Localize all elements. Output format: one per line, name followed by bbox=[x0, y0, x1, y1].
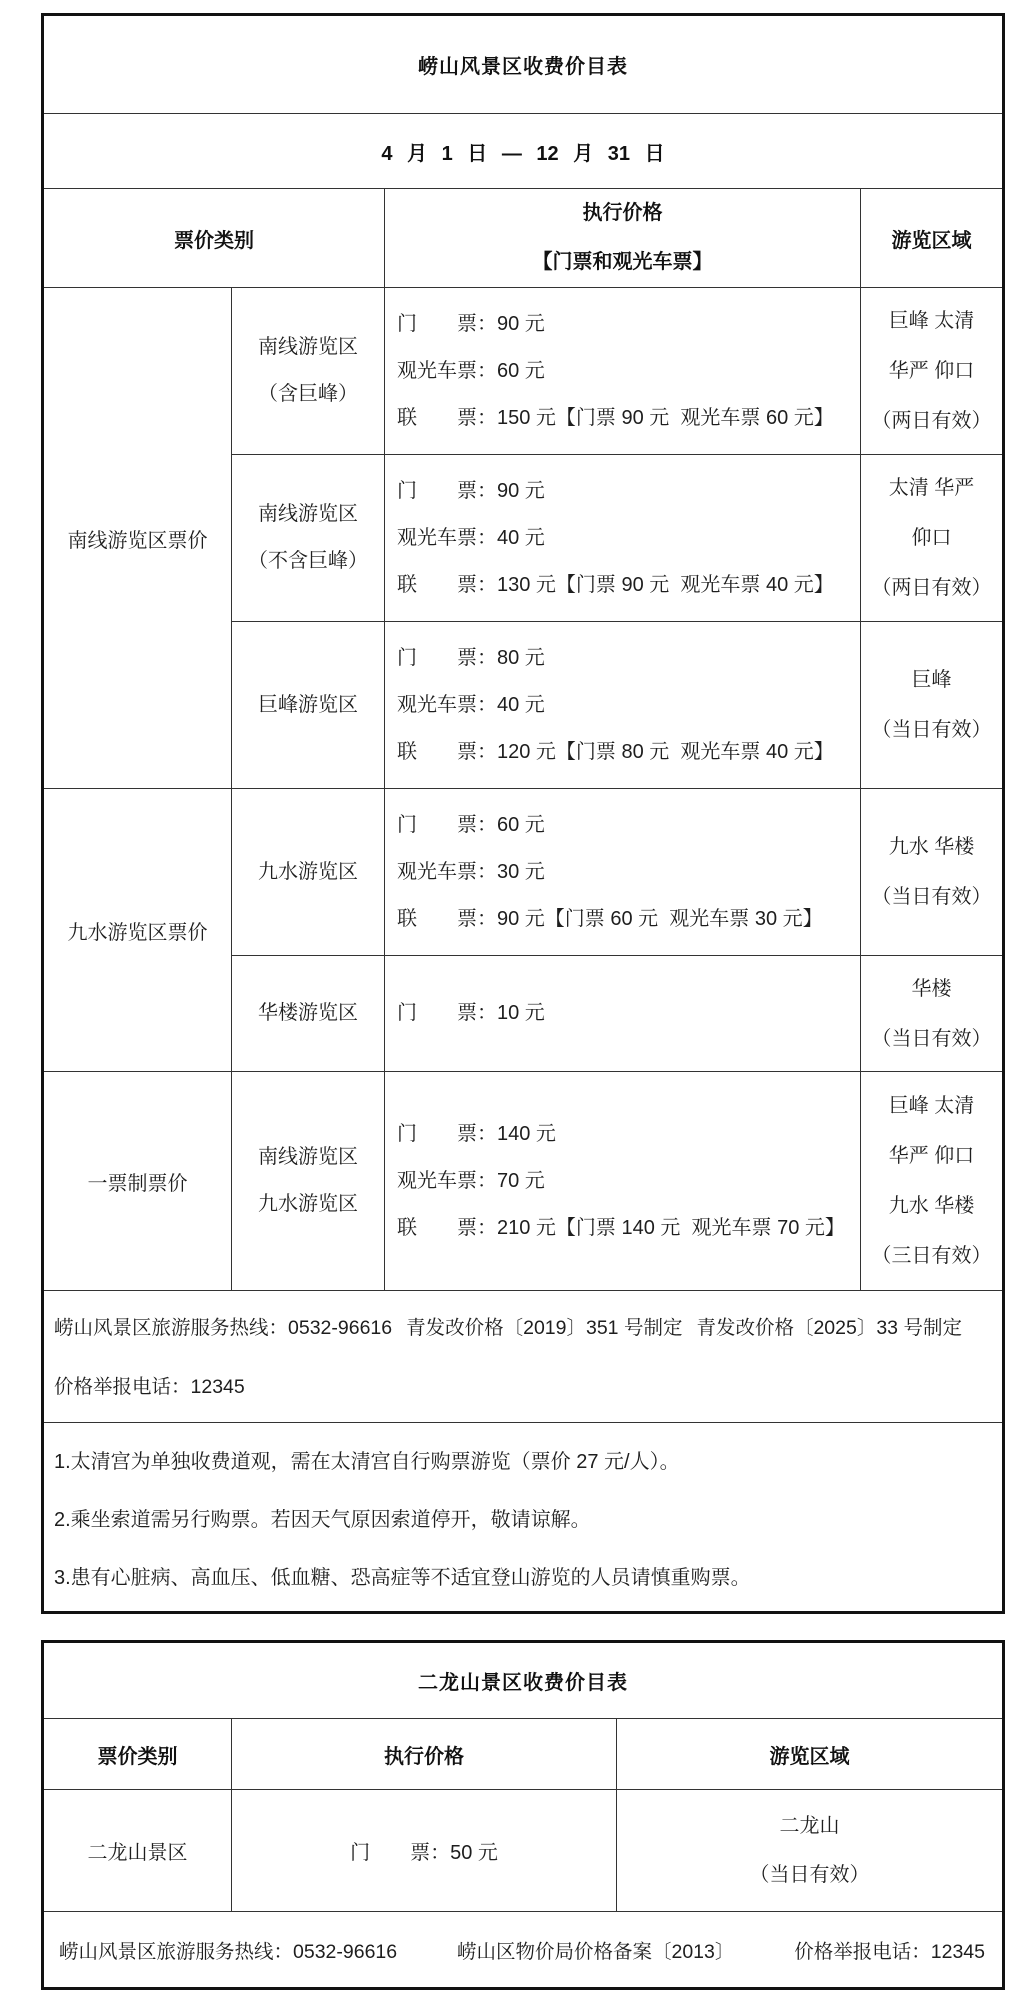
header-region: 游览区域 bbox=[861, 189, 1004, 288]
sightseeing-bus-ticket-line bbox=[397, 348, 860, 395]
price-label: 观光车票 bbox=[397, 359, 477, 382]
region-line: 巨峰 太清 bbox=[888, 310, 975, 332]
laoshan-table-title: 崂山风景区收费价目表 bbox=[43, 15, 1004, 114]
footer-line bbox=[44, 1936, 1002, 1964]
entrance-ticket-line bbox=[397, 990, 860, 1037]
ticket-category-south-line: 南线游览区票价 bbox=[43, 288, 232, 789]
entrance-ticket-line bbox=[232, 1836, 616, 1865]
sightseeing-bus-ticket-line bbox=[397, 849, 860, 896]
note-item: 2.乘坐索道需另行购票。若因天气原因索道停开，敬请谅解。 bbox=[54, 1509, 591, 1531]
validity-note: （当日有效） bbox=[871, 886, 992, 908]
price-value: ：140 元 bbox=[477, 1122, 556, 1145]
price-label: 联 票 bbox=[397, 1216, 477, 1239]
region-cell bbox=[861, 622, 1004, 789]
header-ticket-category: 票价类别 bbox=[43, 189, 385, 288]
area-note: （含巨峰） bbox=[258, 383, 358, 405]
note-item: 3.患有心脏病、高血压、低血糖、恐高症等不适宜登山游览的人员请慎重购票。 bbox=[54, 1567, 751, 1589]
area-cell bbox=[232, 455, 385, 622]
price-cell bbox=[385, 288, 861, 455]
price-cell bbox=[385, 622, 861, 789]
area-name: 南线游览区 bbox=[258, 1146, 358, 1168]
header-region: 游览区域 bbox=[617, 1719, 1004, 1790]
pricing-document-2019: 青发改价格〔2019〕351 号制定 bbox=[406, 1317, 683, 1339]
validity-note: （三日有效） bbox=[871, 1245, 992, 1267]
price-label: 门 票 bbox=[397, 813, 477, 836]
sightseeing-bus-ticket-line bbox=[397, 1158, 860, 1205]
area-name: 九水游览区 bbox=[258, 860, 358, 883]
ticket-category-erlongshan: 二龙山景区 bbox=[43, 1790, 232, 1912]
price-cell bbox=[232, 1790, 617, 1912]
price-label: 观光车票 bbox=[397, 693, 477, 716]
sightseeing-bus-ticket-line bbox=[397, 515, 860, 562]
combo-ticket-line bbox=[397, 1205, 860, 1252]
area-cell bbox=[232, 1072, 385, 1291]
header-price bbox=[385, 189, 861, 288]
price-label: 门 票 bbox=[350, 1842, 431, 1864]
validity-note: （两日有效） bbox=[871, 410, 992, 432]
price-value: ：150 元【门票 90 元 观光车票 60 元】 bbox=[477, 406, 834, 429]
price-label: 观光车票 bbox=[397, 860, 477, 883]
validity-note: （当日有效） bbox=[749, 1863, 870, 1886]
price-label: 观光车票 bbox=[397, 1169, 477, 1192]
price-label: 门 票 bbox=[397, 312, 477, 335]
price-report-phone: 价格举报电话：12345 bbox=[794, 1940, 985, 1963]
region-line: 华严 仰口 bbox=[888, 360, 975, 382]
price-value: ：120 元【门票 80 元 观光车票 40 元】 bbox=[477, 740, 834, 763]
combo-ticket-line bbox=[397, 896, 860, 943]
price-value: ：90 元 bbox=[477, 312, 545, 335]
header-price: 执行价格 bbox=[232, 1719, 617, 1790]
region-line: 二龙山 bbox=[779, 1814, 840, 1837]
price-cell bbox=[385, 455, 861, 622]
price-label: 门 票 bbox=[397, 1002, 477, 1024]
laoshan-price-table bbox=[41, 13, 1005, 1614]
area-note: （不含巨峰） bbox=[248, 550, 368, 572]
region-cell bbox=[861, 789, 1004, 956]
validity-note: （当日有效） bbox=[871, 1027, 992, 1050]
note-item: 1.太清宫为单独收费道观，需在太清宫自行购票游览（票价 27 元/人）。 bbox=[54, 1451, 680, 1473]
price-value: ：80 元 bbox=[477, 646, 545, 669]
price-report-phone: 价格举报电话：12345 bbox=[54, 1376, 245, 1398]
price-cell bbox=[385, 789, 861, 956]
service-hotline: 崂山风景区旅游服务热线：0532-96616 bbox=[59, 1940, 398, 1963]
erlongshan-footer-info bbox=[43, 1912, 1004, 1989]
area-name: 南线游览区 bbox=[258, 336, 358, 358]
footer-line bbox=[54, 1358, 1002, 1417]
area-cell bbox=[232, 622, 385, 789]
header-price-note: 【门票和观光车票】 bbox=[532, 251, 713, 273]
area-name: 九水游览区 bbox=[258, 1193, 358, 1215]
entrance-ticket-line bbox=[397, 301, 860, 348]
price-label: 门 票 bbox=[397, 1122, 477, 1145]
combo-ticket-line bbox=[397, 562, 860, 609]
ticket-category-single-pass: 一票制票价 bbox=[43, 1072, 232, 1291]
price-label: 观光车票 bbox=[397, 526, 477, 549]
season-date-range: 4 月 1 日 — 12 月 31 日 bbox=[43, 114, 1004, 189]
region-cell bbox=[861, 956, 1004, 1072]
price-value: ：90 元【门票 60 元 观光车票 30 元】 bbox=[477, 907, 823, 930]
price-value: ：60 元 bbox=[477, 813, 545, 836]
region-line: 仰口 bbox=[911, 527, 952, 549]
price-label: 联 票 bbox=[397, 406, 477, 429]
region-cell bbox=[861, 1072, 1004, 1291]
area-name: 华楼游览区 bbox=[258, 1002, 358, 1024]
validity-note: （两日有效） bbox=[871, 577, 992, 599]
region-cell bbox=[861, 455, 1004, 622]
price-value: ：10 元 bbox=[477, 1002, 545, 1024]
erlongshan-price-table bbox=[41, 1640, 1005, 1990]
region-line: 九水 华楼 bbox=[888, 1195, 975, 1217]
region-cell bbox=[861, 288, 1004, 455]
entrance-ticket-line bbox=[397, 468, 860, 515]
price-cell bbox=[385, 1072, 861, 1291]
entrance-ticket-line bbox=[397, 1111, 860, 1158]
price-value: ：210 元【门票 140 元 观光车票 70 元】 bbox=[477, 1216, 845, 1239]
price-value: ：50 元 bbox=[430, 1842, 498, 1864]
price-label: 门 票 bbox=[397, 646, 477, 669]
ticket-category-jiushui: 九水游览区票价 bbox=[43, 789, 232, 1072]
price-label: 门 票 bbox=[397, 479, 477, 502]
region-line: 巨峰 bbox=[911, 669, 952, 691]
laoshan-footer-info bbox=[43, 1291, 1004, 1423]
combo-ticket-line bbox=[397, 395, 860, 442]
laoshan-notes bbox=[43, 1423, 1004, 1613]
validity-note: （当日有效） bbox=[871, 719, 992, 741]
entrance-ticket-line bbox=[397, 802, 860, 849]
header-price-title: 执行价格 bbox=[582, 202, 663, 224]
entrance-ticket-line bbox=[397, 635, 860, 682]
area-cell bbox=[232, 956, 385, 1072]
price-value: ：60 元 bbox=[477, 359, 545, 382]
price-filing: 崂山区物价局价格备案〔2013〕 bbox=[456, 1940, 735, 1963]
footer-line bbox=[54, 1299, 1002, 1358]
header-ticket-category: 票价类别 bbox=[43, 1719, 232, 1790]
service-hotline: 崂山风景区旅游服务热线：0532-96616 bbox=[54, 1317, 393, 1339]
price-value: ：40 元 bbox=[477, 526, 545, 549]
region-cell bbox=[617, 1790, 1004, 1912]
price-label: 联 票 bbox=[397, 740, 477, 763]
area-name: 南线游览区 bbox=[258, 503, 358, 525]
area-cell bbox=[232, 288, 385, 455]
price-cell bbox=[385, 956, 861, 1072]
price-label: 联 票 bbox=[397, 573, 477, 596]
pricing-document-2025: 青发改价格〔2025〕33 号制定 bbox=[696, 1317, 962, 1339]
price-value: ：90 元 bbox=[477, 479, 545, 502]
erlongshan-table-title: 二龙山景区收费价目表 bbox=[43, 1642, 1004, 1719]
combo-ticket-line bbox=[397, 729, 860, 776]
price-value: ：130 元【门票 90 元 观光车票 40 元】 bbox=[477, 573, 834, 596]
region-line: 太清 华严 bbox=[888, 477, 975, 499]
region-line: 华严 仰口 bbox=[888, 1145, 975, 1167]
region-line: 九水 华楼 bbox=[888, 836, 975, 858]
region-line: 华楼 bbox=[911, 977, 952, 1000]
price-value: ：30 元 bbox=[477, 860, 545, 883]
area-cell bbox=[232, 789, 385, 956]
price-value: ：40 元 bbox=[477, 693, 545, 716]
price-label: 联 票 bbox=[397, 907, 477, 930]
sightseeing-bus-ticket-line bbox=[397, 682, 860, 729]
area-name: 巨峰游览区 bbox=[258, 693, 358, 716]
region-line: 巨峰 太清 bbox=[888, 1095, 975, 1117]
price-value: ：70 元 bbox=[477, 1169, 545, 1192]
